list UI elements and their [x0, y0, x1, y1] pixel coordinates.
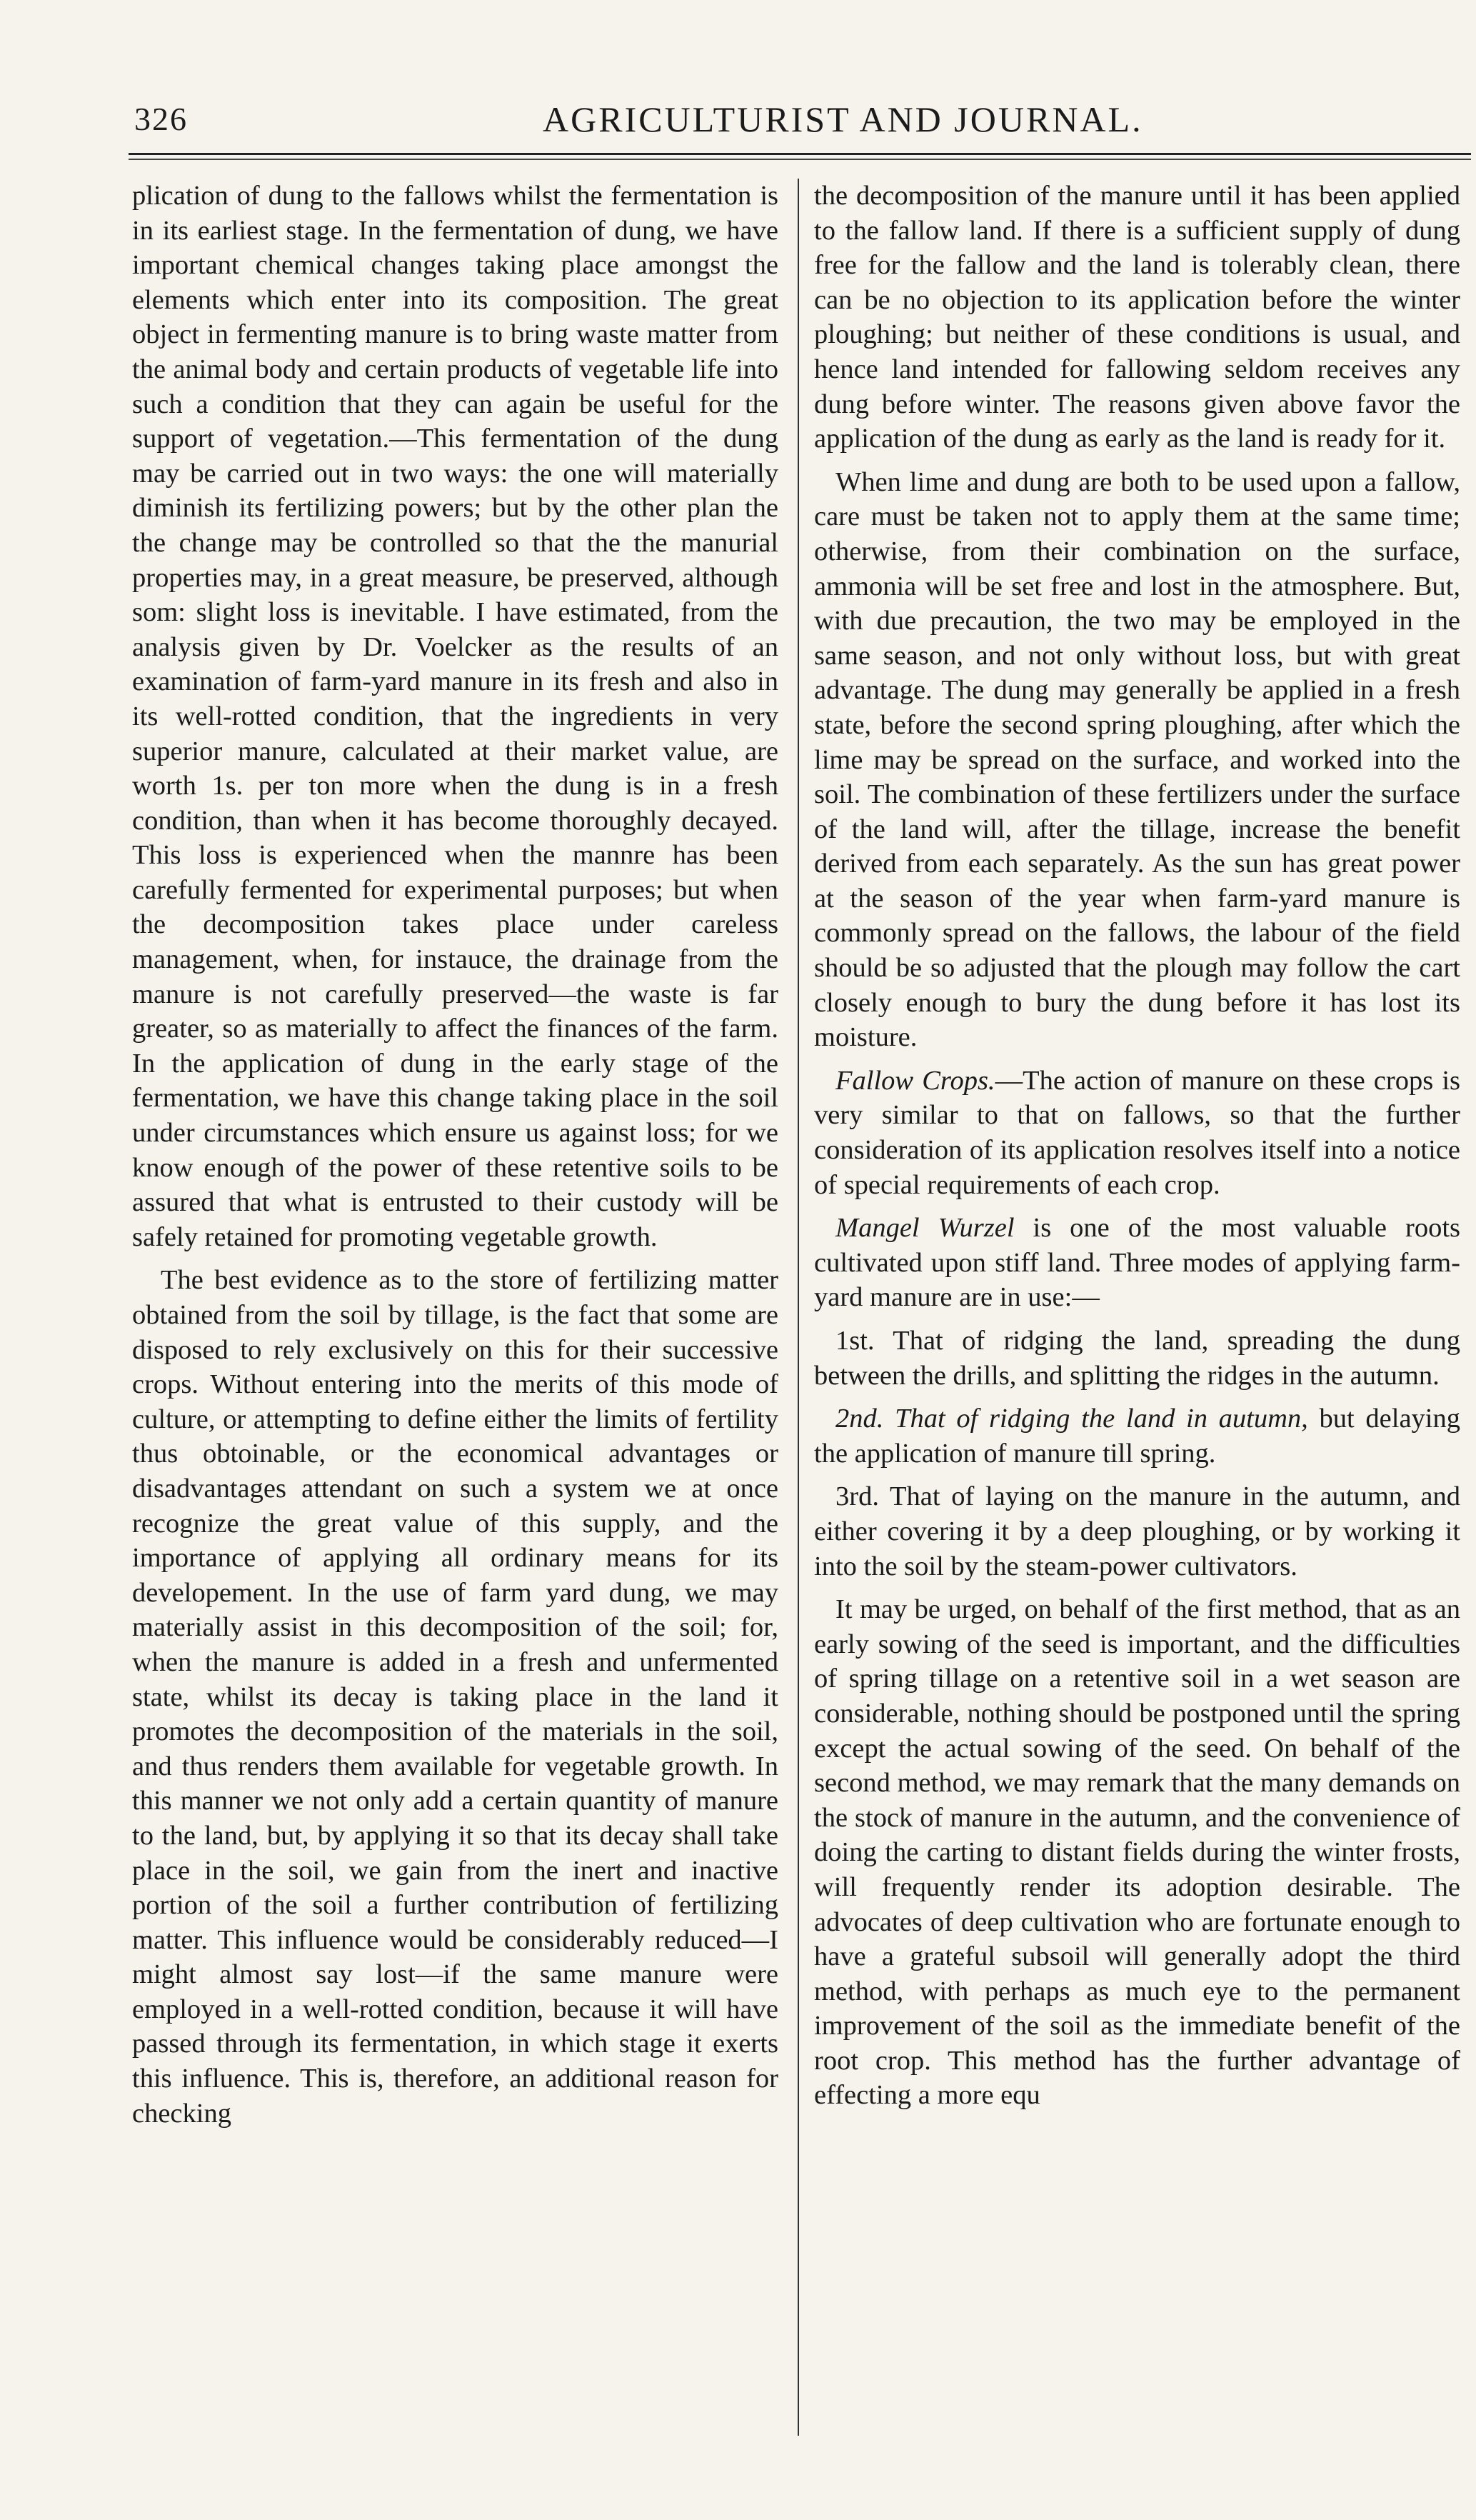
left-paragraph-2: The best evidence as to the store of fertilizing matter obtained from the soil by tillage, is the fact that some are disposed to rely exclusively on this for their successive crops. Without entering into the merits of this mode of culture, or attempting to define either the limits of fertility thus obtoinable, or the economical advantages or disadvantages attendant on such a system we at once recognize the great value of this supply, and the importance of applying all ordinary means for its developement. In the use of farm yard dung, we may materially assist in this decomposition of the soil; for, when the manure is added in a fresh and unfermented state, whilst its decay is taking place in the land it promotes the decomposition of the materials in the soil, and thus renders them available for vegetable growth. In this manner we not only add a certain quantity of manure to the land, but, by applying it so that its decay shall take place in the soil, we gain from the inert and inactive portion of the soil a further contribution of fertilizing matter. This influence would be considerably reduced—I might almost say lost—if the same manure were employed in a well-rotted condition, because it will have passed through its fermentation, in which stage it exerts this influence. This is, therefore, an additional reason for checking	[132, 1265, 778, 2129]
right-paragraph-3	[814, 1064, 1460, 1202]
right-paragraph-2: When lime and dung are both to be used upon a fallow, care must be taken not to apply them at the same time; otherwise, from their combination on the surface, ammonia will be set free and lost in the atmosphere. But, with due precaution, the two may be employed in the same season, and not only without loss, but with great advantage. The dung may generally be applied in a fresh state, before the second spring ploughing, after which the lime may be spread on the surface, and worked into the soil. The combination of these fertilizers under the surface of the land will, after the tillage, increase the benefit derived from each separately. As the sun has great power at the season of the year when farm-yard manure is commonly spread on the fallows, the labour of the field should be so adjusted that the plough may follow the cart closely enough to bury the dung before it has lost its moisture.	[814, 466, 1460, 1053]
right-paragraph-4	[814, 1211, 1460, 1315]
fallow-crops-heading: Fallow Crops.	[835, 1065, 995, 1096]
right-paragraph-6	[814, 1401, 1460, 1471]
left-paragraph-1: plication of dung to the fallows whilst the fermentation is in its earliest stage. In the fermentation of dung, we have important chemical changes taking place amongst the elements which enter into its composition. The great object in fermenting manure is to bring waste matter from the animal body and certain products of vegetable life into such a condition that they can again be useful for the support of vegetation.—This fermentation of the dung may be carried out in two ways: the one will materially diminish its fertilizing powers; but by the other plan the the change may be controlled so that the the manurial properties may, in a great measure, be preserved, although som: slight loss is inevitable. I have estimated, from the analysis given by Dr. Voelcker as the results of an examination of farm-yard manure in its fresh and also in its well-rotted condition, that the ingredients in very superior manure, calculated at their market value, are worth 1s. per ton more when the dung is in a fresh condition, than when it has become thoroughly decayed. This loss is experienced when the mannre has been carefully fermented for experimental purposes; but when the decomposition takes place under careless management, when, for instauce, the drainage from the manure is not carefully preserved—the waste is far greater, so as materially to affect the finances of the farm. In the application of dung in the early stage of the fermentation, we have this change taking place in the soil under circumstances which ensure us against loss; for we know enough of the power of these retentive soils to be assured that what is entrusted to their custody will be safely retained for promoting vegetable growth.	[132, 181, 778, 1252]
header-rule-bottom	[129, 159, 1471, 160]
header-rule-top	[129, 153, 1471, 155]
right-paragraph-5: 1st. That of ridging the land, spreading the dung between the drills, and splitting the ridges in the autumn.	[814, 1326, 1460, 1391]
right-paragraph-8: It may be urged, on behalf of the first method, that as an early sowing of the seed is important, and the difficulties of spring tillage on a retentive soil in a wet season are considerable, nothing should be postponed until the spring except the actual sowing of the seed. On behalf of the second method, we may remark that the many demands on the stock of manure in the autumn, and the convenience of doing the carting to distant fields during the winter frosts, will frequently render its adoption desirable. The advocates of deep cultivation who are fortunate enough to have a grateful subsoil will generally adopt the third method, with perhaps as much eye to the permanent improvement of the soil as the immediate benefit of the root crop. This method has the further advantage of effecting a more equ	[814, 1594, 1460, 2111]
right-paragraph-1: the decomposition of the manure until it has been applied to the fallow land. If there is a sufficient supply of dung free for the fallow and the land is tolerably clean, there can be no objection to its application before the winter ploughing; but neither of these conditions is usual, and hence land intended for fallowing seldom receives any dung before winter. The reasons given above favor the application of the dung as early as the land is ready for it.	[814, 181, 1460, 454]
second-method-body: but delaying the application of manure till spring.	[814, 1404, 1460, 1469]
left-column	[132, 179, 778, 2131]
column-divider	[798, 179, 799, 2436]
fallow-crops-body: —The action of manure on these crops is very similar to that on fallows, so that the further consideration of its application resolves itself into a notice of special requirements of each crop.	[814, 1065, 1460, 1200]
mangel-wurzel-body: is one of the most valuable roots cultivated upon stiff land. Three modes of applying farm-yard manure are in use:—	[814, 1213, 1460, 1313]
second-method-heading: 2nd. That of ridging the land in autumn,	[835, 1404, 1308, 1434]
page-number: 326	[134, 101, 188, 137]
page-header	[0, 0, 1476, 164]
mangel-wurzel-heading: Mangel Wurzel	[835, 1213, 1015, 1244]
right-column	[814, 179, 1460, 2113]
right-paragraph-7: 3rd. That of laying on the manure in the autumn, and either covering it by a deep ploughing, or by working it into the soil by the steam-power cultivators.	[814, 1481, 1460, 1581]
running-head: AGRICULTURIST AND JOURNAL.	[543, 99, 1143, 139]
